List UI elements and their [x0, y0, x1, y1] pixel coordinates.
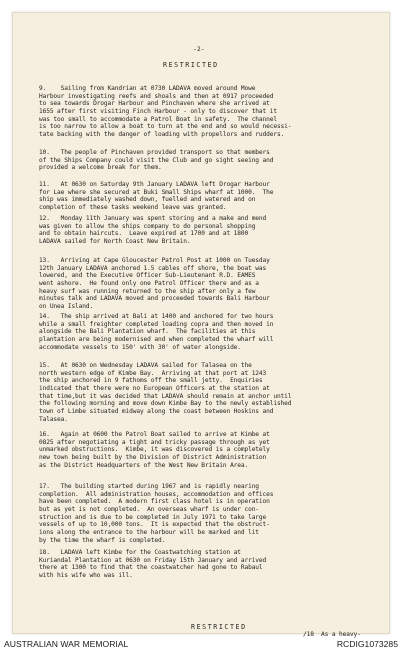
paragraph-line: Harbour investigating reefs and shoals and then at 0917 proceeded	[39, 92, 274, 100]
paragraph-line: 12. Monday 11th January was spent storing and a make and mend	[39, 215, 267, 222]
paragraph-line: is too narrow to allow a boat to turn at the end and so would necessi-	[39, 123, 292, 131]
paragraph-line: 13. Arriving at Cape Gloucester Patrol Post at 1000 on Tuesday	[39, 257, 270, 264]
paragraph-line: the following morning and move down Kimbe Bay to the newly established	[39, 400, 292, 408]
paragraph-line: accommodate vessels to 150' with 30' of water alongside.	[39, 343, 241, 351]
paragraph-line: the ship anchored in 9 fathoms off the small jetty. Enquiries	[39, 377, 263, 385]
paragraph-line: struction and is due to be completed in July 1971 to take large	[39, 513, 267, 521]
paragraph	[39, 85, 379, 139]
paragraph-line: completion of these tasks weekend leave was granted.	[39, 204, 227, 212]
paragraph	[39, 483, 379, 545]
classification-footer: RESTRICTED	[191, 623, 247, 631]
paragraph-line: ions along the entrance to the harbour will be marked and lit	[39, 529, 259, 537]
paragraph-line: 18. LADAVA left Kimbe for the Coastwatching station at	[39, 549, 241, 556]
paragraph-line: completion. All administration houses, accommodation and offices	[39, 490, 274, 498]
paragraph-line: with his wife who was ill.	[39, 572, 133, 580]
paragraph-line: 0825 after negotiating a tight and tricky passage through as yet	[39, 438, 270, 446]
paragraph-line: 16. Again at 0600 the Patrol Boat sailed to arrive at Kimbe at	[39, 431, 270, 438]
paragraph-line: 1655 after first visiting Finch Harbour - only to discover that it	[39, 108, 277, 116]
paragraph-line: vessels of up to 10,000 tons. It is expected that the obstruct-	[39, 521, 270, 529]
paragraph-line: ship was immediately washed down, fuelled and watered and on	[39, 196, 256, 204]
paragraph-line: lowered, and the Executive Officer Sub-Lieutenant R.D. EAMES	[39, 272, 256, 280]
paragraph-line: was too small to accommodate a Patrol Boat in safety. The channel	[39, 115, 277, 123]
paragraph	[39, 313, 379, 351]
paragraph-line: 17. The building started during 1967 and is rapidly nearing	[39, 483, 259, 490]
paragraph-line: north western edge of Kimbe Bay. Arriving at that port at 1243	[39, 369, 267, 377]
paragraph-line: town of Limbe situated midway along the coast between Hoskins and	[39, 408, 274, 416]
archive-label: AUSTRALIAN WAR MEMORIAL	[4, 639, 129, 649]
page-number: -2-	[193, 45, 205, 53]
paragraph-line: Talasea.	[39, 415, 68, 423]
paragraph-line: unmarked obstructions. Kimbe, it was discovered is a completely	[39, 446, 270, 454]
paragraph-line: minutes talk and LADAVA moved and proceeded towards Bali Harbour	[39, 295, 270, 303]
paragraph-line: while a small freighter completed loading copra and then moved in	[39, 320, 274, 328]
paragraph-line: 15. At 0630 on Wednesday LADAVA sailed for Talasea on the	[39, 362, 252, 369]
paragraph	[39, 215, 379, 246]
paragraph-line: there at 1300 to find that the coastwatcher had gone to Rabaul	[39, 564, 263, 572]
paragraph-line: 10. The people of Pinchaven provided transport so that members	[39, 149, 270, 156]
paragraph	[39, 149, 379, 172]
paragraph-line: LADAVA sailed for North Coast New Britain.	[39, 238, 191, 246]
paragraph-line: have been completed. A modern first class hotel is in operation	[39, 498, 270, 506]
paragraph	[39, 431, 379, 469]
paragraph	[39, 549, 379, 580]
paragraph	[39, 181, 379, 212]
paragraph	[39, 257, 379, 311]
paragraph-line: alongside the Bali Plantation wharf. The facilities at this	[39, 328, 256, 336]
classification-header: RESTRICTED	[163, 61, 219, 69]
paragraph-line: new town being built by the Division of District Administration	[39, 454, 267, 462]
paragraph-line: went ashore. He found only one Patrol Officer there and as a	[39, 280, 259, 288]
paragraph-line: 12th January LADAVA anchored 1.5 cables off shore, the boat was	[39, 264, 267, 272]
continuation-note: /18 As a heavy-	[303, 631, 361, 638]
paragraph-line: was given to allow the ships company to do personal shopping	[39, 222, 256, 230]
paragraph-line: of the Ships Company could visit the Club and go sight seeing and	[39, 156, 274, 164]
paragraph-line: on Unea Island.	[39, 303, 94, 311]
paragraph-line: Kuriandal Plantation at 0630 on Friday 15th January and arrived	[39, 556, 267, 564]
paragraph-line: that time,but it was decided that LADAVA should remain at anchor until	[39, 392, 292, 400]
paragraph-line: for Lae where she secured at Buki Small Ships wharf at 1000. The	[39, 188, 274, 196]
paragraph-line: 9. Sailing from Kandrian at 0730 LADAVA moved around Mowe	[39, 85, 256, 92]
paragraph-line: indicated that there were no European Officers at the station at	[39, 385, 270, 393]
paragraph-line: and to obtain haircuts. Leave expired at 1700 and at 1800	[39, 230, 249, 238]
paragraph-line: as the District Headquarters of the West New Britain Area.	[39, 461, 249, 469]
paragraph-line: tate backing with the danger of loading with propellors and rudders.	[39, 131, 285, 139]
paragraph-line: 14. The ship arrived at Bali at 1400 and anchored for two hours	[39, 313, 274, 320]
paragraph-line: but as yet is not completed. An overseas wharf is under con-	[39, 506, 259, 514]
paragraph	[39, 362, 379, 424]
paragraph-line: provided a welcome break for them.	[39, 164, 162, 172]
record-id: RCDIG1073285	[336, 639, 398, 649]
paragraph-line: to sea towards Drogar Harbour and Pinchaven where she arrived at	[39, 100, 270, 108]
paragraph-line: plantation are being modernised and when completed the wharf will	[39, 336, 274, 344]
paragraph-line: heavy surf was running returned to the ship after only a few	[39, 287, 256, 295]
paragraph-line: by the time the wharf is completed.	[39, 536, 166, 544]
document-page	[12, 12, 390, 638]
paragraph-line: 11. At 0630 on Saturday 9th January LADAVA left Drogar Harbour	[39, 181, 270, 188]
